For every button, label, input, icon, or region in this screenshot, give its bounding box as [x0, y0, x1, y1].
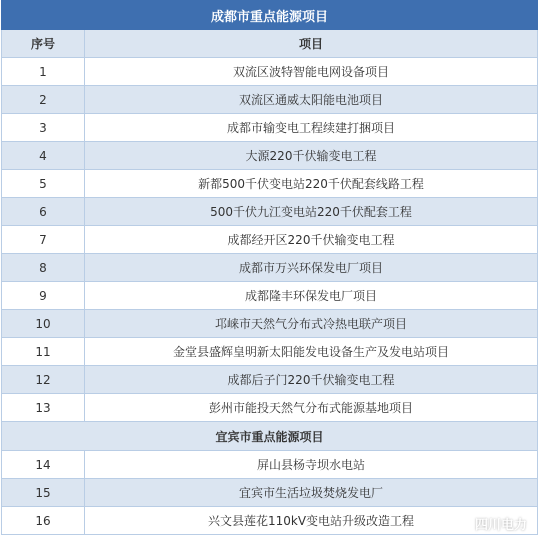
row-item: 500千伏九江变电站220千伏配套工程 [85, 198, 538, 226]
row-no: 2 [2, 86, 85, 114]
table-row [2, 338, 538, 366]
row-item: 兴文县莲花110kV变电站升级改造工程 [85, 507, 538, 535]
row-item: 彭州市能投天然气分布式能源基地项目 [85, 394, 538, 422]
table-row [2, 451, 538, 479]
row-no: 9 [2, 282, 85, 310]
table-row [2, 142, 538, 170]
watermark-text: 四川电力 [474, 518, 527, 533]
row-no: 7 [2, 226, 85, 254]
energy-projects-table [1, 0, 538, 535]
row-item: 宜宾市生活垃圾焚烧发电厂 [85, 479, 538, 507]
row-item: 大源220千伏输变电工程 [85, 142, 538, 170]
row-item: 邛崃市天然气分布式冷热电联产项目 [85, 310, 538, 338]
wechat-icon [451, 516, 471, 532]
table-header-row [2, 30, 538, 58]
row-no: 14 [2, 451, 85, 479]
row-item: 金堂县盛辉皇明新太阳能发电设备生产及发电站项目 [85, 338, 538, 366]
column-header-no: 序号 [2, 30, 85, 58]
row-no: 13 [2, 394, 85, 422]
row-no: 15 [2, 479, 85, 507]
table-title: 成都市重点能源项目 [2, 1, 538, 30]
row-no: 6 [2, 198, 85, 226]
row-no: 4 [2, 142, 85, 170]
section-title-row [2, 422, 538, 451]
table-row [2, 114, 538, 142]
row-item: 成都市输变电工程续建打捆项目 [85, 114, 538, 142]
row-no: 1 [2, 58, 85, 86]
watermark [451, 514, 527, 533]
table-row [2, 366, 538, 394]
row-item: 成都隆丰环保发电厂项目 [85, 282, 538, 310]
row-no: 12 [2, 366, 85, 394]
table-row [2, 198, 538, 226]
table-row [2, 479, 538, 507]
column-header-item: 项目 [85, 30, 538, 58]
row-no: 8 [2, 254, 85, 282]
row-no: 11 [2, 338, 85, 366]
row-no: 3 [2, 114, 85, 142]
table-row [2, 86, 538, 114]
row-item: 成都经开区220千伏输变电工程 [85, 226, 538, 254]
table-row [2, 394, 538, 422]
row-item: 成都市万兴环保发电厂项目 [85, 254, 538, 282]
section-title: 宜宾市重点能源项目 [2, 422, 538, 451]
table-row [2, 226, 538, 254]
row-item: 双流区通威太阳能电池项目 [85, 86, 538, 114]
table-row [2, 170, 538, 198]
row-no: 5 [2, 170, 85, 198]
row-item: 双流区波特智能电网设备项目 [85, 58, 538, 86]
table-title-row [2, 1, 538, 30]
row-item: 新都500千伏变电站220千伏配套线路工程 [85, 170, 538, 198]
row-item: 屏山县杨寺坝水电站 [85, 451, 538, 479]
table-row [2, 310, 538, 338]
row-no: 10 [2, 310, 85, 338]
table-row [2, 58, 538, 86]
table-row [2, 282, 538, 310]
table-row [2, 254, 538, 282]
row-no: 16 [2, 507, 85, 535]
row-item: 成都后子门220千伏输变电工程 [85, 366, 538, 394]
